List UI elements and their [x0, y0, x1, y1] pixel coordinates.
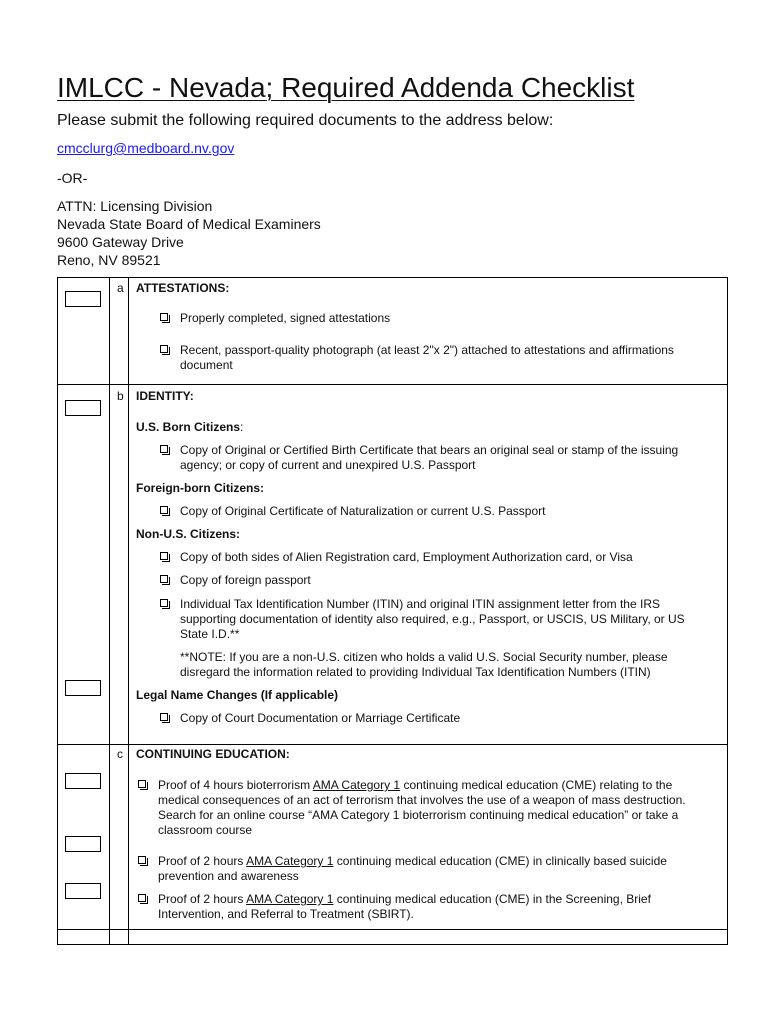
checkbox-icon[interactable] — [160, 575, 168, 583]
checkbox-icon[interactable] — [160, 506, 168, 514]
attestations-heading: ATTESTATIONS: — [136, 281, 230, 295]
cme-bioterrorism-item: Proof of 4 hours bioterrorism AMA Category 1 continuing medical education (CME) relating to the — [158, 778, 673, 792]
cme-sbirt-item-cont: Intervention, and Referral to Treatment (SBIRT). — [158, 907, 414, 921]
column-divider — [128, 278, 129, 944]
address-line-3: 9600 Gateway Drive — [57, 234, 184, 250]
legal-name-label: Legal Name Changes (If applicable) — [136, 688, 339, 702]
cme-bioterrorism-checkbox[interactable] — [65, 773, 101, 789]
non-us-item-1: Copy of both sides of Alien Registration card, Employment Authorization card, or Visa — [180, 550, 633, 564]
intro-text: Please submit the following required documents to the address below: — [57, 112, 554, 129]
checkbox-icon[interactable] — [160, 313, 168, 321]
checkbox-icon[interactable] — [138, 780, 146, 788]
section-letter-c: c — [117, 747, 123, 761]
attestations-item-1: Properly completed, signed attestations — [180, 311, 391, 325]
cme-bioterrorism-item-cont: medical consequences of an act of terrorism that involves the use of a weapon of mass destruction. — [158, 793, 686, 807]
us-born-label: U.S. Born Citizens: — [136, 420, 244, 434]
non-us-item-3-cont: State I.D.** — [180, 627, 240, 641]
column-divider — [109, 278, 110, 944]
itin-note-cont: disregard the information related to providing Individual Tax Identification Numbers (ITIN) — [180, 665, 651, 679]
attestations-checkbox[interactable] — [65, 291, 101, 307]
us-born-item: Copy of Original or Certified Birth Certificate that bears an original seal or stamp of the issuing — [180, 443, 679, 457]
checkbox-icon[interactable] — [160, 552, 168, 560]
legal-name-checkbox[interactable] — [65, 680, 101, 696]
email-link[interactable]: cmcclurg@medboard.nv.gov — [57, 140, 235, 156]
itin-note: **NOTE: If you are a non-U.S. citizen who holds a valid U.S. Social Security number, please — [180, 650, 668, 664]
checkbox-icon[interactable] — [160, 713, 168, 721]
row-divider — [58, 929, 727, 930]
attestations-item-2-cont: document — [180, 358, 233, 372]
checklist-table — [57, 277, 728, 945]
checkbox-icon[interactable] — [160, 445, 168, 453]
section-letter-b: b — [117, 389, 124, 403]
cme-sbirt-item: Proof of 2 hours AMA Category 1 continuing medical education (CME) in the Screening, Brief — [158, 892, 651, 906]
row-divider — [58, 384, 727, 385]
foreign-born-label: Foreign-born Citizens: — [136, 481, 264, 495]
cme-suicide-prevention-item-cont: prevention and awareness — [158, 869, 299, 883]
non-us-item-2: Copy of foreign passport — [180, 573, 311, 587]
continuing-education-heading: CONTINUING EDUCATION: — [136, 747, 290, 761]
legal-name-item: Copy of Court Documentation or Marriage Certificate — [180, 711, 461, 725]
cme-sbirt-checkbox[interactable] — [65, 883, 101, 899]
identity-checkbox[interactable] — [65, 400, 101, 416]
identity-heading: IDENTITY: — [136, 389, 194, 403]
cme-suicide-prevention-item: Proof of 2 hours AMA Category 1 continuing medical education (CME) in clinically based suicide — [158, 854, 667, 868]
foreign-born-item: Copy of Original Certificate of Naturalization or current U.S. Passport — [180, 504, 546, 518]
page-title: IMLCC - Nevada; Required Addenda Checklist — [57, 72, 635, 103]
cme-suicide-prevention-checkbox[interactable] — [65, 836, 101, 852]
non-us-item-3-cont: supporting documentation of identity also required, e.g., Passport, or USCIS, US Military, or US — [180, 612, 685, 626]
address-line-2: Nevada State Board of Medical Examiners — [57, 216, 321, 232]
cme-bioterrorism-item-cont: Search for an online course “AMA Category 1 bioterrorism continuing medical education” or take a — [158, 808, 679, 822]
address-line-1: ATTN: Licensing Division — [57, 198, 213, 214]
non-us-label: Non-U.S. Citizens: — [136, 527, 240, 541]
checkbox-icon[interactable] — [160, 599, 168, 607]
or-separator: -OR- — [57, 170, 88, 186]
row-divider — [58, 744, 727, 745]
checkbox-icon[interactable] — [160, 345, 168, 353]
attestations-item-2: Recent, passport-quality photograph (at least 2"x 2") attached to attestations and affirmations — [180, 343, 674, 357]
us-born-item-cont: agency; or copy of current and unexpired U.S. Passport — [180, 458, 476, 472]
checkbox-icon[interactable] — [138, 894, 146, 902]
non-us-item-3: Individual Tax Identification Number (ITIN) and original ITIN assignment letter from the IRS — [180, 597, 660, 611]
checkbox-icon[interactable] — [138, 856, 146, 864]
address-line-4: Reno, NV 89521 — [57, 252, 161, 268]
cme-bioterrorism-item-cont: classroom course — [158, 823, 253, 837]
section-letter-a: a — [117, 281, 124, 295]
